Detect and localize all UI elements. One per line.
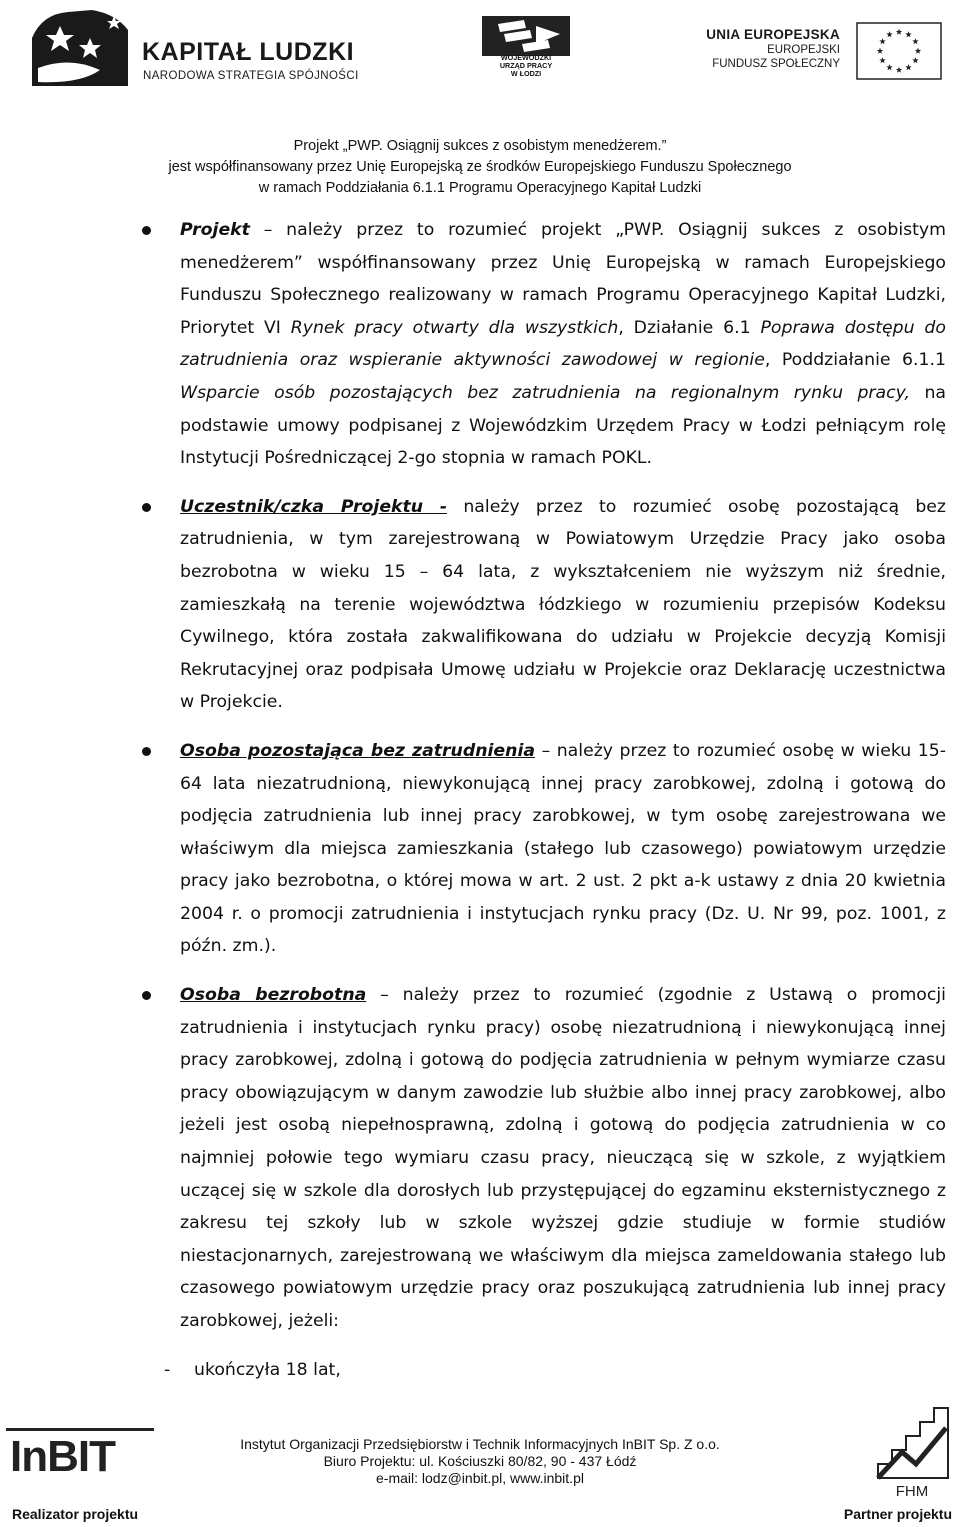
- definitions-list: [140, 214, 946, 1386]
- uczestnik-text: należy przez to rozumieć osobę pozostającą bez zatrudnienia, w tym zarejestrowaną w Powiatowym Urzędzie Pracy jako osoba bezrobotna w wieku 15 – 64 lata, z wykształceniem nie wyższym niż średnie, zamieszkałą na terenie województwa łódzkiego w rozumieniu przepisów Kodeksu Cywilnego, która została zakwalifikowana do udziału w Projekcie decyzją Komisji Rekrutacyjnej oraz podpisała Umowę udziału w Projekcie oraz Deklarację uczestnictwa w Projekcie.: [180, 496, 946, 713]
- bullet-icon: [142, 991, 151, 1000]
- sub-item: [140, 1354, 946, 1387]
- wup-logo: [478, 14, 578, 80]
- page-footer: [0, 1400, 960, 1527]
- dash-marker: -: [164, 1359, 171, 1380]
- term-osoba-bezrobotna: Osoba bezrobotna: [180, 985, 367, 1006]
- kapital-ludzki-logo: [30, 8, 390, 88]
- address-line-3: e-mail: lodz@inbit.pl, www.inbit.pl: [376, 1470, 584, 1486]
- project-header-line-1: Projekt „PWP. Osiągnij sukces z osobistym menedżerem.”: [293, 138, 667, 154]
- project-header-line-3: w ramach Poddziałania 6.1.1 Programu Operacyjnego Kapitał Ludzki: [258, 180, 702, 196]
- eu-line-2: EUROPEJSKI: [767, 44, 840, 56]
- kapital-ludzki-title: KAPITAŁ LUDZKI: [142, 38, 355, 66]
- fhm-logo: [872, 1402, 952, 1500]
- bullet-icon: [142, 747, 151, 756]
- projekt-text-3: , Poddziałanie 6.1.1: [764, 350, 946, 371]
- projekt-text-4: na podstawie umowy podpisanej z Wojewódzkim Urzędem Pracy w Łodzi pełniącym rolę Instytucji Pośredniczącej 2-go stopnia w ramach POKL.: [180, 382, 946, 469]
- term-projekt: Projekt: [180, 220, 250, 240]
- projekt-text-1: – należy przez to rozumieć projekt „PWP. Osiągnij sukces z osobistym menedżerem” współfinansowany przez Unię Europejską w ramach Europejskiego Funduszu Społecznego realizowany w ramach Programu Operacyjnego Kapitał Ludzki, Priorytet VI: [180, 220, 946, 338]
- wup-emblem-icon: [478, 14, 574, 58]
- wup-line-2: URZĄD PRACY: [499, 61, 553, 70]
- eu-logo: [706, 26, 952, 86]
- term-osoba-pozostajaca: Osoba pozostająca bez zatrudnienia: [180, 740, 536, 761]
- project-header-line-2: jest współfinansowany przez Unię Europejską ze środków Europejskiego Funduszu Społecznego: [168, 159, 792, 175]
- bullet-icon: [142, 226, 151, 235]
- definition-uczestnik: [140, 491, 946, 719]
- kapital-ludzki-subtitle: NARODOWA STRATEGIA SPÓJNOŚCI: [143, 70, 359, 82]
- partner-label: Partner projektu: [843, 1506, 952, 1522]
- logo-bar: [0, 0, 960, 120]
- wup-line-3: W ŁODZI: [510, 69, 542, 78]
- inbit-logo: [6, 1426, 154, 1486]
- projekt-italic-2: Poprawa dostępu do zatrudnienia oraz wspieranie aktywności zawodowej w regionie: [180, 317, 946, 371]
- footer-address: [200, 1436, 760, 1487]
- projekt-text-2: , Działanie 6.1: [618, 317, 761, 338]
- projekt-italic-3: Wsparcie osób pozostających bez zatrudnienia na regionalnym rynku pracy,: [180, 382, 911, 403]
- term-uczestnik: Uczestnik/czka Projektu -: [180, 496, 448, 517]
- projekt-italic-1: Rynek pracy otwarty dla wszystkich: [290, 317, 619, 338]
- bullet-icon: [142, 503, 151, 512]
- definition-projekt: [140, 214, 946, 475]
- sub-item-text: ukończyła 18 lat,: [194, 1359, 341, 1380]
- realizator-label: Realizator projektu: [12, 1506, 139, 1522]
- wup-line-1: WOJEWÓDZKI: [500, 53, 552, 62]
- osoba-bezrobotna-text: – należy przez to rozumieć (zgodnie z Ustawą o promocji zatrudnienia i instytucjach rynku pracy) osobę niezatrudnioną i niewykonującą innej pracy zarobkowej, zdolną i gotową do podjęcia zatrudnienia w pełnym wymiarze czasu pracy obowiązującym w danym zawodzie lub służbie albo innej pracy zarobkowej, albo jeżeli jest osobą niepełnosprawną, zdolną i gotową do podjęcia zatrudnienia w co najmniej połowie tego wymiaru czasu pracy, nieuczącą się w szkole, z wyjątkiem uczącej się w szkole dla dorosłych lub przystępującej do egzaminu eksternistycznego z zakresu tej szkoły lub w szkole wyższej gdzie studiuje w formie studiów niestacjonarnych, zarejestrowaną we właściwym dla miejsca zameldowania stałego lub czasowego powiatowym urzędzie pracy oraz poszukującą zatrudnienia lub innej pracy zarobkowej, jeżeli:: [180, 985, 946, 1331]
- address-line-2: Biuro Projektu: ul. Kościuszki 80/82, 90 - 437 Łódź: [323, 1453, 637, 1469]
- eu-line-1: UNIA EUROPEJSKA: [706, 27, 840, 42]
- eu-line-3: FUNDUSZ SPOŁECZNY: [712, 58, 840, 70]
- project-header: [0, 136, 960, 199]
- address-line-1: Instytut Organizacji Przedsiębiorstw i Technik Informacyjnych InBIT Sp. Z o.o.: [240, 1436, 720, 1452]
- definition-osoba-pozostajaca: [140, 735, 946, 963]
- fhm-logo-text: FHM: [895, 1483, 929, 1500]
- eu-flag-icon: [856, 22, 942, 80]
- inbit-logo-text: InBIT: [10, 1432, 115, 1481]
- wup-label: [478, 54, 574, 78]
- eu-label: [706, 26, 840, 71]
- definition-osoba-bezrobotna: [140, 979, 946, 1338]
- osoba-pozostajaca-text: – należy przez to rozumieć osobę w wieku 15-64 lata niezatrudnioną, niewykonującą innej pracy zarobkowej, zdolną i gotową do podjęcia zatrudnienia lub innej pracy zarobkowej, w tym osobę zarejestrowana we właściwym dla miejsca zamieszkania (stałego lub czasowego) powiatowym urzędzie pracy jako bezrobotna, o której mowa w art. 2 ust. 2 pkt a-k ustawy z dnia 20 kwietnia 2004 r. o promocji zatrudnienia i instytucjach rynku pracy (Dz. U. Nr 99, poz. 1001, z późn. zm.).: [180, 740, 947, 957]
- kapital-ludzki-emblem-icon: [30, 8, 130, 88]
